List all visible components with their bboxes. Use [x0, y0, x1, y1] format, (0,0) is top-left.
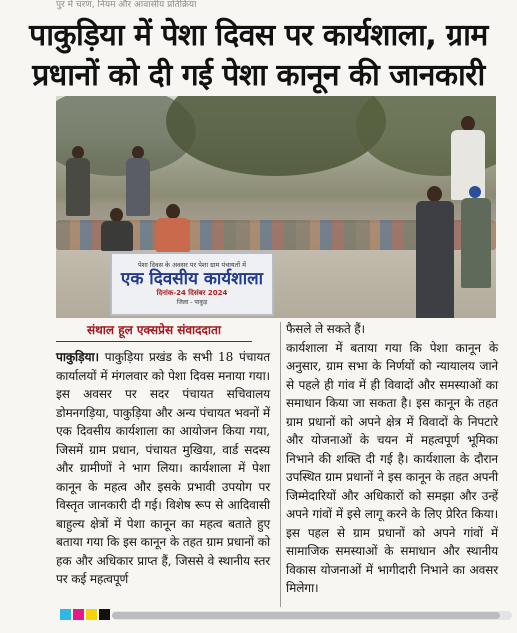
column-2-continuation: फैसले ले सकते हैं।	[286, 322, 365, 336]
banner-title: एक दिवसीय कार्यशाला	[120, 269, 264, 289]
article-column-2	[286, 320, 498, 598]
black-mark	[99, 609, 110, 620]
banner-place: जिला - पाकुड़	[176, 299, 208, 306]
cyan-mark	[60, 609, 71, 620]
previous-article-strip: पुर में चरण, नियम और आवासीय प्रतिक्रिया	[56, 0, 197, 10]
horizontal-scrollbar[interactable]	[112, 611, 512, 620]
scrollbar-thumb[interactable]	[112, 612, 500, 619]
headline-line-1: पाकुड़िया में पेशा दिवस पर कार्यशाला, ग्राम	[29, 18, 488, 53]
headline	[0, 16, 517, 96]
article-column-1	[56, 348, 270, 589]
magenta-mark	[73, 609, 84, 620]
banner-date: दिनांक-24 दिसंबर 2024	[156, 289, 228, 297]
column-1-text: पाकुड़िया प्रखंड के सभी 18 पंचायत कार्यालयों में मंगलवार को पेशा दिवस मनाया गया। इस अवसर पर सदर पंचायत सचिवालय डोमनगड़िया, पाकुड़िया और अन्य पंचायत भवनों में एक दिवसीय कार्यशाला का आयोजन किया गया, जिसमें ग्राम प्रधान, पंचायत मुखिया, वार्ड सदस्य और ग्रामीणों ने भाग लिया। कार्यशाला में पेशा कानून के महत्व और इसके प्रभावी उपयोग पर विस्तृत जानकारी दी गई। विशेष रूप से आदिवासी बाहुल्य क्षेत्रों में पेशा कानून का महत्व बताते हुए बताया गया कि इस कानून के तहत ग्राम प्रधानों को हक और अधिकार प्राप्त हैं, जिससे वे स्थानीय स्तर पर कई महत्वपूर्ण	[56, 350, 270, 586]
registration-marks	[60, 609, 110, 620]
column-divider	[280, 322, 281, 607]
headline-line-2: प्रधानों को दी गई पेशा कानून की जानकारी	[32, 58, 485, 93]
workshop-banner	[110, 252, 274, 316]
yellow-mark	[86, 609, 97, 620]
column-1-paragraph	[56, 348, 270, 589]
banner-subtitle: पेशा दिवस के अवसर पर पेशा ग्राम पंचायतों में	[137, 261, 247, 269]
column-2-paragraph: कार्यशाला में बताया गया कि पेशा कानून के अनुसार, ग्राम सभा के निर्णयों को न्यायालय जाने से पहले ही गांव में ही विवादों और समस्याओं का समाधान किया जा सकता है। इस कानून के तहत ग्राम प्रधानों को अपने क्षेत्र में विवादों के निपटारे और योजनाओं के चयन में महत्वपूर्ण भूमिका निभाने की शक्ति दी गई है। कार्यशाला के दौरान उपस्थित ग्राम प्रधानों ने इस कानून के तहत अपनी जिम्मेदारियों और अधिकारों को समझा और उन्हें अपने गांवों में इसे लागू करने के लिए प्रेरित किया। इस पहल से ग्राम प्रधानों को अपने गांवों में सामाजिक समस्याओं के समाधान और स्थानीय विकास योजनाओं में भागीदारी निभाने का अवसर मिलेगा।	[286, 340, 498, 595]
dateline: पाकुड़िया।	[56, 350, 99, 364]
byline: संथाल हूल एक्सप्रेस संवाददाता	[56, 319, 252, 342]
